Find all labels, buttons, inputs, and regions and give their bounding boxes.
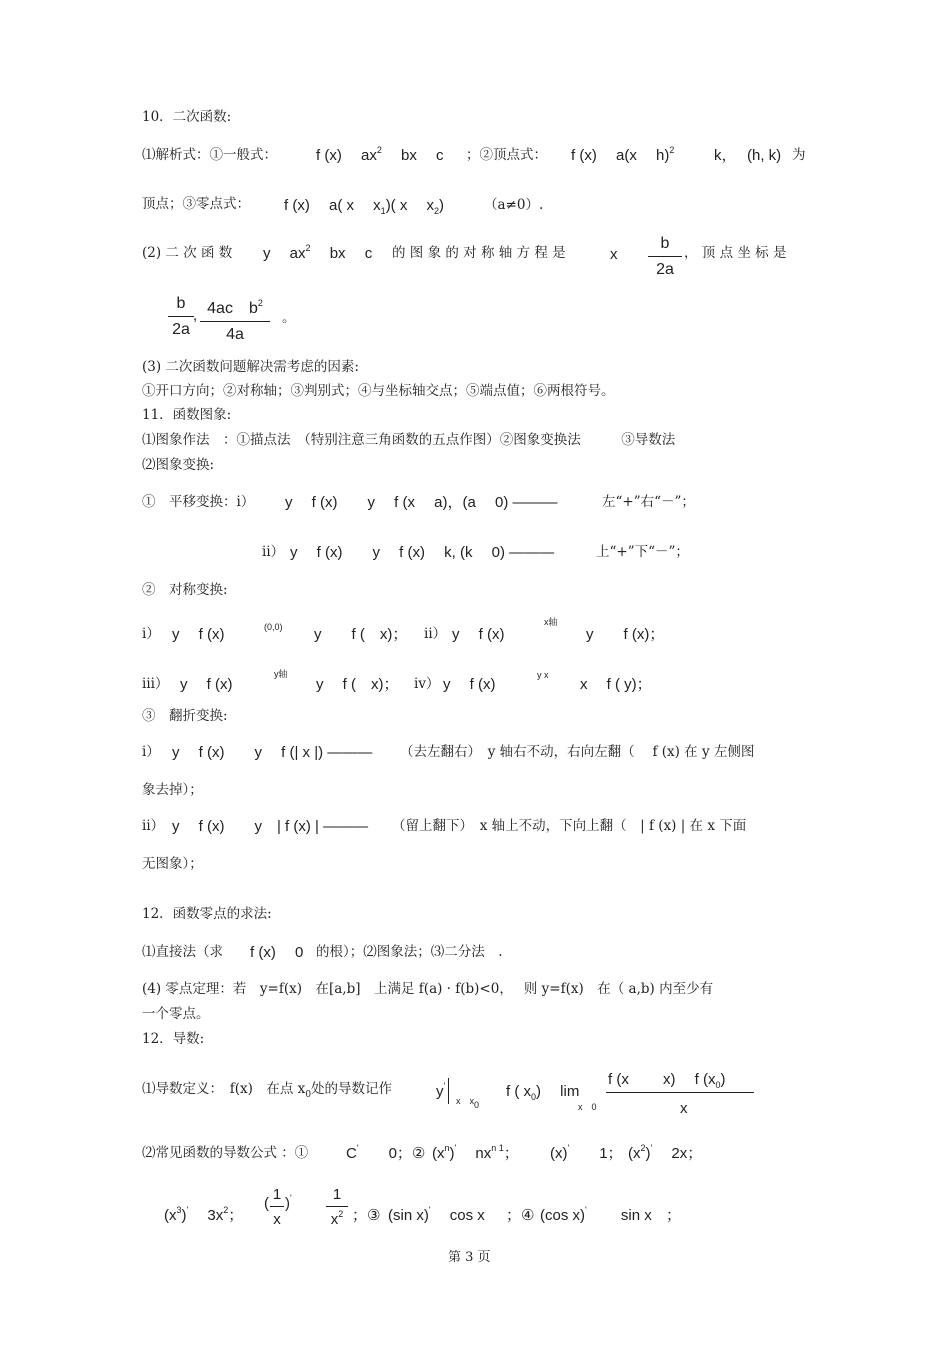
derivative-def-label: ⑴导数定义： f(x) 在点 $x_0$处的导数记作	[142, 1081, 393, 1100]
factors-list: ①开口方向；②对称轴；③判别式；④与坐标轴交点；⑤端点值；⑥两根符号。	[142, 383, 615, 399]
text-wei: 为	[792, 147, 806, 163]
zero-theorem: (4) 零点定理：若 y=f(x) 在[a,b] 上满足 f(a) · f(b)<0， 则 y=f(x) 在（ a,b) 内至少有	[142, 981, 714, 997]
symmetry-ii-label: ⅱ）	[424, 626, 447, 642]
symmetry-iv-to: x f ( y)；	[580, 676, 652, 693]
derivative-reciprocal-open: (	[264, 1195, 269, 1212]
vertex-period: 。	[282, 310, 296, 326]
derivative-x2: $(x^2)'$ 2x；	[628, 1143, 703, 1162]
limit-denominator: x	[680, 1100, 688, 1117]
derivative-x3: $(x^3)'$ $3x^2$；	[164, 1205, 244, 1224]
translation-rule-1: 左“+”右“－”；	[602, 494, 695, 510]
axis-fraction: b 2a	[648, 235, 682, 279]
limit-fraction-bar	[606, 1092, 754, 1093]
symmetry-i-label: ⅰ）	[142, 626, 160, 642]
symmetry-iv-label: ⅳ）	[414, 676, 440, 692]
symmetry-xaxis-label: x轴	[544, 617, 558, 627]
zeros-methods-start: ⑴直接法（求	[142, 944, 223, 960]
zero-theorem-cont: 一个零点。	[142, 1006, 210, 1022]
formula-general-label: ⑴解析式：①一般式：	[142, 147, 277, 163]
limit-under: x 0	[578, 1102, 597, 1112]
common-derivatives-label: ⑵常见函数的导数公式 ：①	[142, 1145, 309, 1161]
flip-i-rule-cont: 象去掉）；	[142, 782, 203, 798]
reciprocal-result-fraction: 1 $x^2$	[326, 1186, 348, 1228]
derivative-cos: (cos x)' sin x	[540, 1205, 652, 1224]
derivative-fx0: f ( $x_0$) lim	[506, 1083, 580, 1102]
translation-formula-1: y f (x) y f (x a)，(a 0) ———	[285, 494, 558, 511]
symmetry-yx-label: y x	[537, 670, 549, 680]
vertex-y-fraction: 4ac $b^2$ 4a	[200, 295, 270, 344]
formula-vertex-hk: (h, k)	[747, 147, 782, 164]
derivative-const: C' 0；②	[346, 1143, 426, 1162]
limit-numerator: f (x x) f $(x_0)$	[608, 1071, 726, 1090]
translation-ii-label: ⅱ）	[262, 544, 285, 560]
evaluation-bar	[448, 1078, 449, 1104]
axis-x: x	[610, 246, 618, 263]
formula-zero-cond: （a≠0）.	[484, 197, 544, 213]
formula-zero-label: 顶点；③零点式：	[142, 196, 250, 212]
axis-function: y $ax^2$ bx c	[263, 243, 373, 262]
symmetry-iii-from: y f (x)	[180, 676, 233, 693]
section-10-heading: 10．二次函数:	[142, 109, 232, 125]
zeros-equation: f (x) 0	[250, 944, 304, 961]
symmetry-origin-label: (0,0)	[264, 622, 283, 632]
derivative-sin: (sin x)' cos x	[388, 1205, 485, 1224]
flip-ii-rule: （留上翻下） x 轴上不动，下向上翻（ | f (x) | 在 x 下面	[392, 818, 747, 834]
section-12-zeros-heading: 12．函数零点的求法:	[142, 906, 272, 922]
flip-i-formula: y f (x) y f (| x |) ———	[172, 744, 373, 761]
derivative-sep-4: ；④	[506, 1207, 535, 1224]
derivative-at: x $x_0$	[456, 1096, 480, 1110]
symmetry-i-to: y f ( x)；	[314, 626, 408, 643]
derivative-reciprocal-close: )'	[285, 1193, 292, 1212]
graph-transform-heading: ⑵图象变换:	[142, 457, 215, 473]
formula-vertex-k: k，	[714, 147, 737, 164]
derivative-power: $(x^n)'$ $nx^{n 1}$；	[432, 1143, 519, 1162]
derivative-x: (x)' 1；	[550, 1143, 623, 1162]
derivative-sep-3: ；③	[352, 1207, 381, 1224]
flip-ii-formula: y f (x) y | f (x) | ———	[172, 818, 369, 835]
flip-heading: ③ 翻折变换:	[142, 708, 228, 724]
page-number: 第 3 页	[448, 1250, 491, 1265]
vertex-x-fraction: b 2a	[168, 295, 194, 339]
flip-ii-label: ⅱ）	[142, 818, 165, 834]
symmetry-ii-to: y f (x)；	[586, 626, 665, 643]
translation-formula-2: y f (x) y f (x) k, (k 0) ———	[290, 544, 555, 561]
symmetry-ii-from: y f (x)	[452, 626, 505, 643]
symmetry-iv-from: y f (x)	[443, 676, 496, 693]
symmetry-iii-to: y f ( x)；	[316, 676, 399, 693]
translation-rule-2: 上“+”下“－”；	[596, 544, 689, 560]
derivative-y: y'	[436, 1081, 446, 1100]
vertex-comma: ,	[193, 307, 198, 324]
graph-methods: ⑴图象作法 ：①描点法 （特别注意三角函数的五点作图）②图象变换法 ③导数法	[142, 432, 676, 448]
flip-i-label: ⅰ）	[142, 744, 160, 760]
symmetry-iii-label: ⅲ）	[142, 676, 169, 692]
reciprocal-fraction: 1 x	[270, 1186, 284, 1228]
axis-label: (2) 二 次 函 数	[142, 245, 233, 261]
symmetry-heading: ② 对称变换:	[142, 582, 228, 598]
formula-general: f (x) $ax^2$ bx c	[316, 145, 444, 164]
flip-ii-rule-cont: 无图象）；	[142, 856, 203, 872]
symmetry-yaxis-label: y轴	[274, 669, 288, 679]
vertex-coord-text: ， 顶 点 坐 标 是	[684, 245, 787, 261]
symmetry-i-from: y f (x)	[172, 626, 225, 643]
translation-label: ① 平移变换：ⅰ）	[142, 494, 255, 510]
formula-zero: f (x) a( x $x_1$)( x $x_2$)	[284, 197, 445, 216]
axis-text: 的 图 象 的 对 称 轴 方 程 是	[392, 245, 566, 261]
zeros-methods-end: 的根）；⑵图象法；⑶二分法 .	[316, 944, 503, 960]
derivative-end: ；	[666, 1207, 682, 1224]
formula-vertex: f (x) a(x h)$^2$	[571, 145, 675, 164]
formula-vertex-label: ；②顶点式：	[466, 147, 547, 163]
factors-heading: (3) 二次函数问题解决需考虑的因素:	[142, 359, 359, 375]
flip-i-rule: （去左翻右） y 轴右不动，右向左翻（ f (x) 在 y 左侧图	[400, 744, 755, 760]
section-12-derivative-heading: 12．导数:	[142, 1031, 205, 1047]
section-11-heading: 11．函数图象:	[142, 407, 232, 423]
